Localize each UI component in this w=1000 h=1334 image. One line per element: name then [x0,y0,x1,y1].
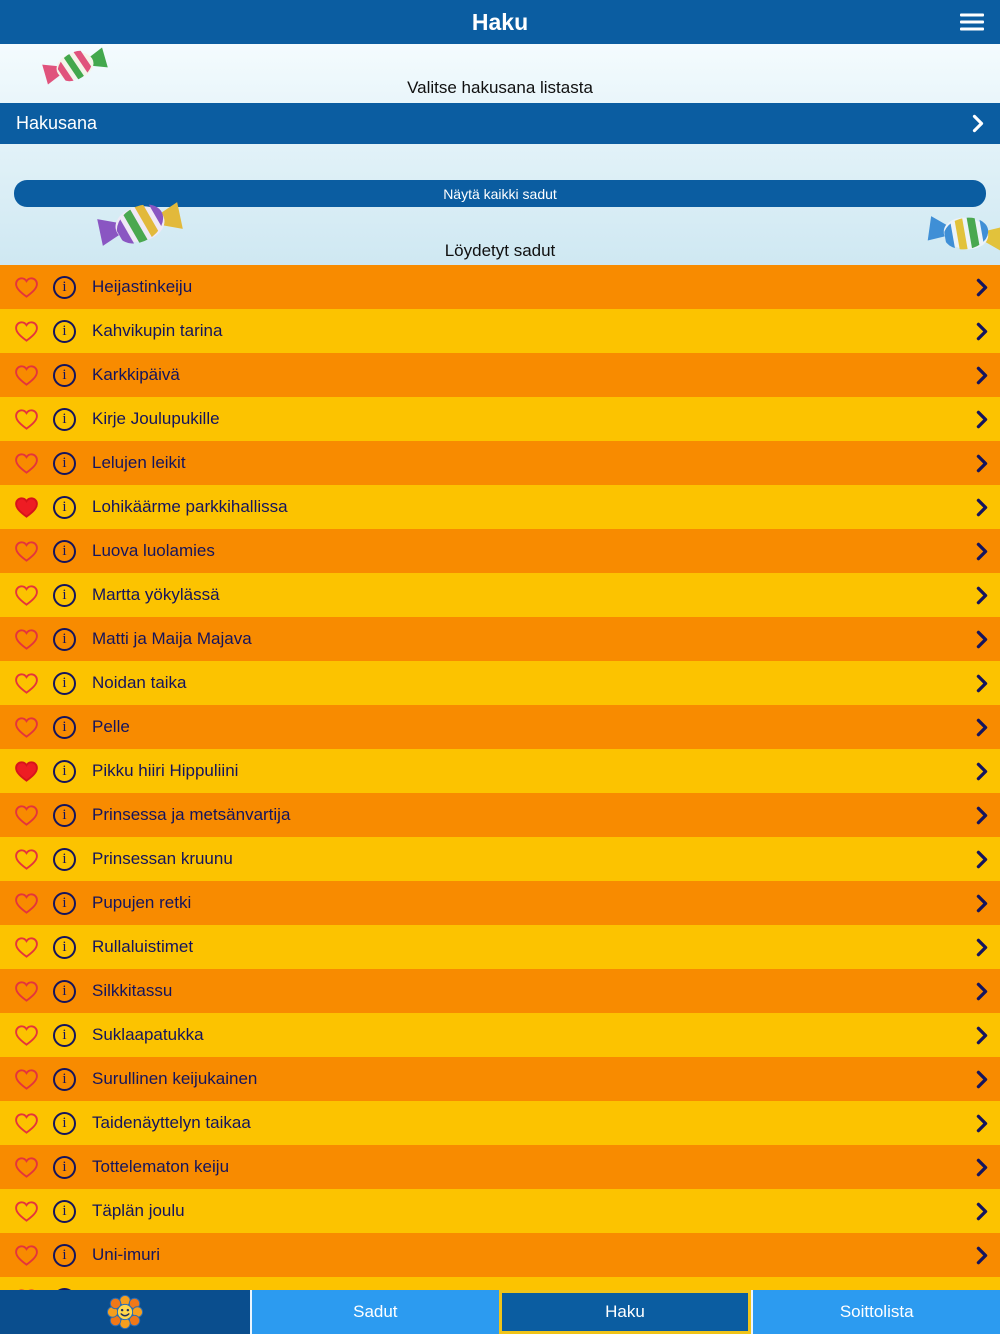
story-row[interactable] [0,1233,1000,1277]
story-title: Pupujen retki [92,893,192,912]
story-row[interactable] [0,837,1000,881]
story-row[interactable] [0,881,1000,925]
bottom-nav [0,1290,1000,1334]
chevron-right-icon [976,1114,988,1133]
heart-icon[interactable] [12,626,40,652]
heart-icon[interactable] [12,362,40,388]
chevron-right-icon [976,498,988,517]
info-icon[interactable]: i [53,936,76,959]
heart-icon[interactable] [12,1066,40,1092]
story-row[interactable] [0,969,1000,1013]
story-row[interactable] [0,573,1000,617]
info-icon[interactable]: i [53,1024,76,1047]
story-row[interactable] [0,617,1000,661]
heart-icon[interactable] [12,1242,40,1268]
chevron-right-icon [976,1202,988,1221]
chevron-right-icon [976,278,988,297]
info-icon[interactable]: i [53,452,76,475]
info-icon[interactable]: i [53,1156,76,1179]
story-row[interactable] [0,1057,1000,1101]
story-title: Prinsessan kruunu [92,849,233,868]
story-row[interactable] [0,1013,1000,1057]
show-all-button[interactable]: Näytä kaikki sadut [14,180,986,207]
flower-logo-icon [0,1290,250,1334]
heart-icon[interactable] [12,494,40,520]
story-row[interactable] [0,1101,1000,1145]
story-row[interactable] [0,793,1000,837]
info-icon[interactable]: i [53,892,76,915]
chevron-right-icon [976,806,988,825]
story-row[interactable] [0,353,1000,397]
heart-icon[interactable] [12,318,40,344]
chevron-right-icon [976,1246,988,1265]
tab-soittolista[interactable]: Soittolista [751,1290,1000,1334]
story-title: Silkkitassu [92,981,173,1000]
chevron-right-icon [976,718,988,737]
story-title: Luova luolamies [92,541,215,560]
story-row[interactable] [0,265,1000,309]
chevron-right-icon [976,366,988,385]
info-icon[interactable]: i [53,760,76,783]
info-icon[interactable]: i [53,276,76,299]
story-title: Taidenäyttelyn taikaa [92,1113,251,1132]
chevron-right-icon [976,762,988,781]
story-title: Pelle [92,717,130,736]
chevron-right-icon [972,114,984,133]
info-icon[interactable]: i [53,716,76,739]
tab-haku[interactable]: Haku [499,1290,752,1334]
heart-icon[interactable] [12,846,40,872]
heart-icon[interactable] [12,670,40,696]
story-title: Heijastinkeiju [92,277,193,296]
header [0,0,1000,44]
heart-icon[interactable] [12,406,40,432]
keyword-selector[interactable] [0,103,1000,144]
story-title: Surullinen keijukainen [92,1069,258,1088]
story-title: Martta yökylässä [92,585,220,604]
chevron-right-icon [976,850,988,869]
heart-icon[interactable] [12,538,40,564]
chevron-right-icon [976,938,988,957]
info-icon[interactable]: i [53,408,76,431]
heart-icon[interactable] [12,582,40,608]
heart-icon[interactable] [12,978,40,1004]
heart-icon[interactable] [12,450,40,476]
info-icon[interactable]: i [53,628,76,651]
tab-sadut[interactable]: Sadut [250,1290,499,1334]
chevron-right-icon [976,1070,988,1089]
info-icon[interactable]: i [53,804,76,827]
chevron-right-icon [976,410,988,429]
search-section [0,44,1000,265]
chevron-right-icon [976,1158,988,1177]
story-title: Tottelematon keiju [92,1157,230,1176]
results-title: Löydetyt sadut [444,241,556,260]
info-icon[interactable]: i [53,980,76,1003]
info-icon[interactable]: i [53,1112,76,1135]
chevron-right-icon [976,1026,988,1045]
page-title: Haku [471,8,529,35]
story-row[interactable] [0,1189,1000,1233]
story-title: Noidan taika [92,673,187,692]
info-icon[interactable]: i [53,1068,76,1091]
chevron-right-icon [976,454,988,473]
story-row[interactable] [0,1145,1000,1189]
story-title: Suklaapatukka [92,1025,204,1044]
story-title: Matti ja Maija Majava [92,629,252,648]
chevron-right-icon [976,894,988,913]
chevron-right-icon [976,982,988,1001]
story-title: Lelujen leikit [92,453,186,472]
heart-icon[interactable] [12,1154,40,1180]
story-row[interactable] [0,309,1000,353]
heart-icon[interactable] [12,1198,40,1224]
story-title: Rullaluistimet [92,937,194,956]
story-title: Prinsessa ja metsänvartija [92,805,291,824]
heart-icon[interactable] [12,1022,40,1048]
chevron-right-icon [976,674,988,693]
info-icon[interactable]: i [53,848,76,871]
heart-icon[interactable] [12,274,40,300]
story-row[interactable] [0,661,1000,705]
info-icon[interactable]: i [53,540,76,563]
story-row[interactable] [0,441,1000,485]
story-list [0,265,1000,1334]
chevron-right-icon [976,322,988,341]
story-row[interactable] [0,397,1000,441]
heart-icon[interactable] [12,1110,40,1136]
info-icon[interactable]: i [53,320,76,343]
instruction-text: Valitse hakusana listasta [407,78,593,97]
info-icon[interactable]: i [53,1244,76,1267]
info-icon[interactable]: i [53,584,76,607]
story-row[interactable] [0,485,1000,529]
chevron-right-icon [976,586,988,605]
chevron-right-icon [976,630,988,649]
heart-icon[interactable] [12,714,40,740]
story-title: Pikku hiiri Hippuliini [92,761,239,780]
story-row[interactable] [0,705,1000,749]
story-row[interactable] [0,925,1000,969]
heart-icon[interactable] [12,758,40,784]
story-title: Kahvikupin tarina [92,321,223,340]
story-title: Uni-imuri [92,1245,160,1264]
keyword-label: Hakusana [16,113,98,133]
info-icon[interactable]: i [53,364,76,387]
info-icon[interactable]: i [53,496,76,519]
heart-icon[interactable] [12,890,40,916]
story-row[interactable] [0,749,1000,793]
story-title: Täplän joulu [92,1201,185,1220]
info-icon[interactable]: i [53,672,76,695]
menu-icon[interactable] [956,10,988,35]
story-title: Kirje Joulupukille [92,409,220,428]
info-icon[interactable]: i [53,1200,76,1223]
heart-icon[interactable] [12,802,40,828]
heart-icon[interactable] [12,934,40,960]
story-row[interactable] [0,529,1000,573]
chevron-right-icon [976,542,988,561]
story-title: Karkkipäivä [92,365,180,384]
story-title: Lohikäärme parkkihallissa [92,497,288,516]
